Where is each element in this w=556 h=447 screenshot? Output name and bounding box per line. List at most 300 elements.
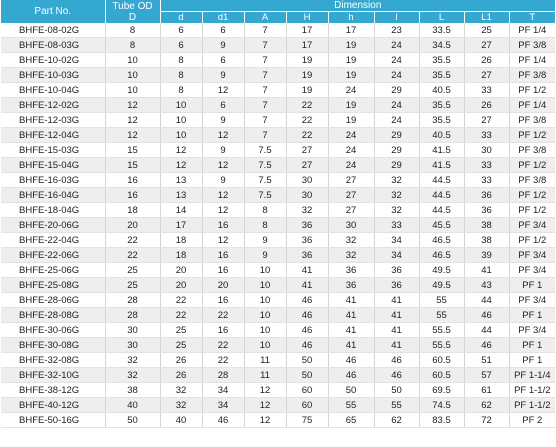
table-cell: 44.5 [419, 203, 464, 218]
table-cell: 36 [464, 203, 509, 218]
table-cell: 55 [328, 398, 374, 413]
table-row [1, 353, 555, 368]
table-cell: 14 [160, 203, 202, 218]
part-number-cell: BHFE-25-06G [1, 263, 105, 278]
part-number-cell: BHFE-22-06G [1, 248, 105, 263]
table-cell: 30 [286, 188, 328, 203]
part-number-cell: BHFE-18-04G [1, 203, 105, 218]
tube-od-header-line2: D [128, 11, 137, 23]
column-header-l1: L1 [464, 12, 509, 24]
table-cell: 17 [160, 218, 202, 233]
part-number-cell: BHFE-30-08G [1, 338, 105, 353]
part-number-cell: BHFE-28-08G [1, 308, 105, 323]
part-no-header: Part No. [1, 0, 105, 23]
table-cell: PF 1-1/2 [509, 398, 555, 413]
table-cell: 62 [374, 413, 419, 428]
part-number-cell: BHFE-12-02G [1, 98, 105, 113]
table-cell: 9 [244, 248, 286, 263]
table-cell: 19 [286, 68, 328, 83]
table-cell: 36 [286, 218, 328, 233]
table-cell: 34 [374, 248, 419, 263]
table-cell: 12 [202, 233, 244, 248]
table-cell: 36 [286, 233, 328, 248]
table-cell: 32 [328, 248, 374, 263]
part-number-cell: BHFE-32-08G [1, 353, 105, 368]
table-cell: 18 [105, 203, 160, 218]
table-cell: 50 [374, 383, 419, 398]
table-cell: PF 1/2 [509, 158, 555, 173]
table-cell: 24 [374, 38, 419, 53]
table-cell: 32 [374, 173, 419, 188]
part-number-cell: BHFE-08-02G [1, 23, 105, 38]
table-cell: 32 [105, 368, 160, 383]
table-cell: 27 [328, 173, 374, 188]
table-row [1, 83, 555, 98]
table-cell: 7 [244, 128, 286, 143]
table-cell: 7 [244, 98, 286, 113]
table-cell: 10 [105, 53, 160, 68]
table-cell: PF 1/2 [509, 188, 555, 203]
table-cell: 11 [244, 353, 286, 368]
dimension-header: Dimension [160, 0, 555, 12]
column-header-l: L [419, 12, 464, 24]
column-header-l: l [374, 12, 419, 24]
table-cell: 24 [328, 143, 374, 158]
table-row [1, 218, 555, 233]
table-row [1, 278, 555, 293]
table-cell: 39 [464, 248, 509, 263]
table-row [1, 413, 555, 428]
part-number-cell: BHFE-50-16G [1, 413, 105, 428]
table-cell: 10 [244, 263, 286, 278]
table-cell: 41 [328, 338, 374, 353]
table-cell: 44 [464, 323, 509, 338]
column-header-d1: d1 [202, 12, 244, 24]
table-cell: 8 [244, 218, 286, 233]
table-cell: 22 [202, 338, 244, 353]
table-cell: 50 [286, 368, 328, 383]
table-cell: 17 [328, 23, 374, 38]
table-cell: 18 [160, 233, 202, 248]
table-cell: PF 3/4 [509, 218, 555, 233]
column-header-h: H [286, 12, 328, 24]
table-cell: 30 [286, 173, 328, 188]
table-cell: 60.5 [419, 368, 464, 383]
table-cell: 41 [374, 308, 419, 323]
table-cell: 29 [374, 128, 419, 143]
table-cell: 24 [374, 53, 419, 68]
table-cell: 46 [464, 338, 509, 353]
table-cell: 7 [244, 23, 286, 38]
table-row [1, 188, 555, 203]
table-cell: 13 [160, 188, 202, 203]
table-cell: 9 [202, 38, 244, 53]
column-header-d: d [160, 12, 202, 24]
table-row [1, 308, 555, 323]
table-cell: 28 [202, 368, 244, 383]
table-row [1, 203, 555, 218]
table-cell: 29 [374, 158, 419, 173]
table-cell: 36 [286, 248, 328, 263]
table-cell: 9 [244, 233, 286, 248]
dimension-table [1, 0, 555, 428]
table-cell: 41 [374, 323, 419, 338]
table-cell: 20 [105, 218, 160, 233]
table-cell: 19 [328, 98, 374, 113]
table-row [1, 173, 555, 188]
table-cell: 26 [160, 353, 202, 368]
table-cell: 7.5 [244, 188, 286, 203]
table-cell: 16 [202, 248, 244, 263]
table-cell: PF 1 [509, 278, 555, 293]
table-cell: 23 [374, 23, 419, 38]
table-cell: 46 [286, 308, 328, 323]
table-cell: 8 [244, 203, 286, 218]
table-cell: 36 [464, 188, 509, 203]
part-number-cell: BHFE-22-04G [1, 233, 105, 248]
table-cell: 60.5 [419, 353, 464, 368]
table-cell: 25 [160, 338, 202, 353]
table-row [1, 383, 555, 398]
column-header-h: h [328, 12, 374, 24]
table-cell: 15 [105, 158, 160, 173]
table-cell: 19 [286, 53, 328, 68]
table-cell: 32 [105, 353, 160, 368]
table-cell: 32 [374, 203, 419, 218]
table-cell: 40 [160, 413, 202, 428]
part-number-cell: BHFE-12-03G [1, 113, 105, 128]
table-cell: 25 [464, 23, 509, 38]
table-cell: 27 [464, 68, 509, 83]
part-number-cell: BHFE-16-03G [1, 173, 105, 188]
table-cell: 41 [286, 263, 328, 278]
table-cell: 40 [105, 398, 160, 413]
table-cell: 12 [244, 383, 286, 398]
table-cell: 60 [286, 398, 328, 413]
table-cell: PF 1/4 [509, 53, 555, 68]
table-cell: 20 [160, 278, 202, 293]
part-number-cell: BHFE-25-08G [1, 278, 105, 293]
table-cell: 24 [328, 158, 374, 173]
table-cell: 8 [160, 83, 202, 98]
column-header-t: T [509, 12, 555, 24]
table-cell: 11 [244, 368, 286, 383]
table-cell: 61 [464, 383, 509, 398]
table-cell: 41 [464, 263, 509, 278]
table-cell: PF 1 [509, 308, 555, 323]
table-cell: 55 [374, 398, 419, 413]
table-cell: 10 [105, 68, 160, 83]
table-cell: 34 [202, 383, 244, 398]
table-cell: PF 1/2 [509, 203, 555, 218]
table-cell: PF 3/8 [509, 143, 555, 158]
table-cell: 46 [202, 413, 244, 428]
table-cell: 62 [464, 398, 509, 413]
table-cell: 10 [244, 293, 286, 308]
part-number-cell: BHFE-15-04G [1, 158, 105, 173]
table-cell: 17 [286, 23, 328, 38]
table-cell: 27 [286, 143, 328, 158]
table-cell: 50 [328, 383, 374, 398]
table-row [1, 143, 555, 158]
table-cell: PF 1/2 [509, 233, 555, 248]
part-number-cell: BHFE-10-04G [1, 83, 105, 98]
column-header-a: A [244, 12, 286, 24]
table-cell: 33 [464, 173, 509, 188]
table-cell: PF 3/4 [509, 263, 555, 278]
table-cell: 74.5 [419, 398, 464, 413]
table-cell: 44 [464, 293, 509, 308]
table-cell: 46 [328, 353, 374, 368]
table-cell: 27 [328, 203, 374, 218]
table-cell: 69.5 [419, 383, 464, 398]
table-row [1, 98, 555, 113]
table-row [1, 53, 555, 68]
table-cell: 35.5 [419, 53, 464, 68]
table-cell: 16 [105, 173, 160, 188]
table-cell: 41 [328, 323, 374, 338]
table-cell: 18 [160, 248, 202, 263]
table-row [1, 38, 555, 53]
table-cell: PF 1/2 [509, 83, 555, 98]
table-cell: 26 [464, 53, 509, 68]
table-cell: 16 [105, 188, 160, 203]
part-number-cell: BHFE-08-03G [1, 38, 105, 53]
table-row [1, 323, 555, 338]
table-cell: PF 1-1/4 [509, 368, 555, 383]
table-cell: 10 [160, 128, 202, 143]
table-cell: 29 [374, 143, 419, 158]
part-number-cell: BHFE-12-04G [1, 128, 105, 143]
table-cell: 12 [202, 203, 244, 218]
table-cell: 24 [328, 83, 374, 98]
table-cell: PF 2 [509, 413, 555, 428]
table-cell: 22 [105, 248, 160, 263]
table-cell: 12 [105, 113, 160, 128]
table-cell: 12 [160, 158, 202, 173]
table-cell: 46 [374, 368, 419, 383]
table-cell: 7 [244, 68, 286, 83]
table-cell: 72 [464, 413, 509, 428]
table-row [1, 233, 555, 248]
table-cell: 6 [160, 38, 202, 53]
table-cell: PF 3/8 [509, 68, 555, 83]
table-cell: 9 [202, 113, 244, 128]
table-cell: 34 [202, 398, 244, 413]
table-cell: 50 [105, 413, 160, 428]
table-cell: 25 [105, 263, 160, 278]
table-cell: 83.5 [419, 413, 464, 428]
table-cell: 22 [286, 128, 328, 143]
table-cell: 32 [160, 398, 202, 413]
table-cell: 32 [328, 233, 374, 248]
table-row [1, 128, 555, 143]
table-cell: 38 [464, 233, 509, 248]
table-cell: 9 [202, 68, 244, 83]
table-cell: 26 [464, 98, 509, 113]
table-cell: 10 [244, 323, 286, 338]
table-cell: 46 [328, 368, 374, 383]
table-cell: 12 [105, 128, 160, 143]
table-cell: 7 [244, 113, 286, 128]
table-cell: 10 [244, 338, 286, 353]
table-row [1, 398, 555, 413]
table-cell: 17 [286, 38, 328, 53]
table-cell: 46.5 [419, 248, 464, 263]
table-cell: 35.5 [419, 68, 464, 83]
table-cell: 33 [464, 158, 509, 173]
table-cell: 16 [202, 293, 244, 308]
table-cell: 33 [464, 83, 509, 98]
table-cell: 41.5 [419, 143, 464, 158]
table-cell: 27 [464, 38, 509, 53]
table-row [1, 248, 555, 263]
table-cell: 13 [160, 173, 202, 188]
table-cell: 8 [105, 23, 160, 38]
table-cell: 41 [374, 338, 419, 353]
table-cell: 30 [464, 143, 509, 158]
table-cell: 41 [374, 293, 419, 308]
table-cell: 8 [105, 38, 160, 53]
table-cell: 12 [202, 188, 244, 203]
table-cell: 22 [105, 233, 160, 248]
table-cell: PF 1/4 [509, 98, 555, 113]
table-cell: PF 1-1/2 [509, 383, 555, 398]
table-cell: 19 [286, 83, 328, 98]
table-cell: 7.5 [244, 143, 286, 158]
table-cell: 43 [464, 278, 509, 293]
part-number-cell: BHFE-10-02G [1, 53, 105, 68]
table-cell: 22 [202, 353, 244, 368]
table-cell: 19 [328, 53, 374, 68]
table-cell: 12 [160, 143, 202, 158]
table-cell: 44.5 [419, 173, 464, 188]
table-cell: 36 [328, 263, 374, 278]
table-cell: 19 [328, 38, 374, 53]
table-cell: 7.5 [244, 158, 286, 173]
table-cell: 10 [105, 83, 160, 98]
table-cell: 34.5 [419, 38, 464, 53]
table-cell: 49.5 [419, 278, 464, 293]
table-cell: 65 [328, 413, 374, 428]
table-cell: 36 [374, 278, 419, 293]
table-header [1, 0, 555, 23]
table-cell: 45.5 [419, 218, 464, 233]
table-cell: PF 1/2 [509, 128, 555, 143]
table-cell: PF 1/4 [509, 23, 555, 38]
tube-od-header [105, 0, 160, 23]
table-cell: 22 [202, 308, 244, 323]
table-cell: 25 [160, 323, 202, 338]
table-cell: 41 [328, 308, 374, 323]
table-cell: 24 [374, 98, 419, 113]
part-number-cell: BHFE-30-06G [1, 323, 105, 338]
table-cell: 12 [202, 83, 244, 98]
table-cell: 22 [160, 308, 202, 323]
table-cell: 27 [464, 113, 509, 128]
table-cell: 12 [244, 413, 286, 428]
table-cell: 50 [286, 353, 328, 368]
table-cell: 60 [286, 383, 328, 398]
table-cell: 12 [202, 128, 244, 143]
table-cell: 6 [202, 98, 244, 113]
table-cell: 10 [244, 278, 286, 293]
table-cell: 12 [202, 158, 244, 173]
table-cell: 10 [244, 308, 286, 323]
table-cell: 46 [464, 308, 509, 323]
part-number-cell: BHFE-16-04G [1, 188, 105, 203]
table-row [1, 68, 555, 83]
table-cell: PF 3/4 [509, 293, 555, 308]
table-cell: 25 [105, 278, 160, 293]
part-number-cell: BHFE-40-12G [1, 398, 105, 413]
table-cell: 46 [374, 353, 419, 368]
table-cell: 10 [160, 113, 202, 128]
table-cell: 46.5 [419, 233, 464, 248]
table-cell: 33 [464, 128, 509, 143]
table-cell: PF 3/4 [509, 248, 555, 263]
part-number-cell: BHFE-28-06G [1, 293, 105, 308]
table-row [1, 293, 555, 308]
table-cell: 41 [328, 293, 374, 308]
table-cell: 33 [374, 218, 419, 233]
table-cell: PF 1 [509, 353, 555, 368]
table-cell: 55 [419, 308, 464, 323]
table-cell: 30 [105, 338, 160, 353]
table-cell: 41 [286, 278, 328, 293]
table-cell: 32 [160, 383, 202, 398]
table-cell: 57 [464, 368, 509, 383]
table-cell: 55 [419, 293, 464, 308]
table-cell: 27 [328, 188, 374, 203]
table-cell: 30 [328, 218, 374, 233]
table-cell: 22 [160, 293, 202, 308]
table-cell: 38 [105, 383, 160, 398]
part-number-cell: BHFE-20-06G [1, 218, 105, 233]
table-cell: 6 [202, 53, 244, 68]
table-row [1, 368, 555, 383]
table-cell: PF 1 [509, 338, 555, 353]
table-cell: 29 [374, 83, 419, 98]
table-row [1, 158, 555, 173]
table-cell: 19 [328, 113, 374, 128]
table-cell: 40.5 [419, 83, 464, 98]
table-cell: 32 [374, 188, 419, 203]
part-number-cell: BHFE-15-03G [1, 143, 105, 158]
table-cell: 30 [105, 323, 160, 338]
table-cell: 10 [160, 98, 202, 113]
table-cell: 55.5 [419, 338, 464, 353]
table-cell: 7.5 [244, 173, 286, 188]
table-cell: 36 [328, 278, 374, 293]
table-cell: 9 [202, 143, 244, 158]
table-cell: 35.5 [419, 98, 464, 113]
table-cell: 41.5 [419, 158, 464, 173]
table-cell: 7 [244, 83, 286, 98]
table-cell: 24 [328, 128, 374, 143]
table-cell: 6 [160, 23, 202, 38]
table-cell: 38 [464, 218, 509, 233]
table-cell: 34 [374, 233, 419, 248]
table-cell: 20 [202, 278, 244, 293]
table-cell: 28 [105, 293, 160, 308]
table-cell: 15 [105, 143, 160, 158]
table-cell: 28 [105, 308, 160, 323]
table-cell: 46 [286, 338, 328, 353]
table-cell: 27 [286, 158, 328, 173]
part-number-cell: BHFE-32-10G [1, 368, 105, 383]
table-cell: 36 [374, 263, 419, 278]
